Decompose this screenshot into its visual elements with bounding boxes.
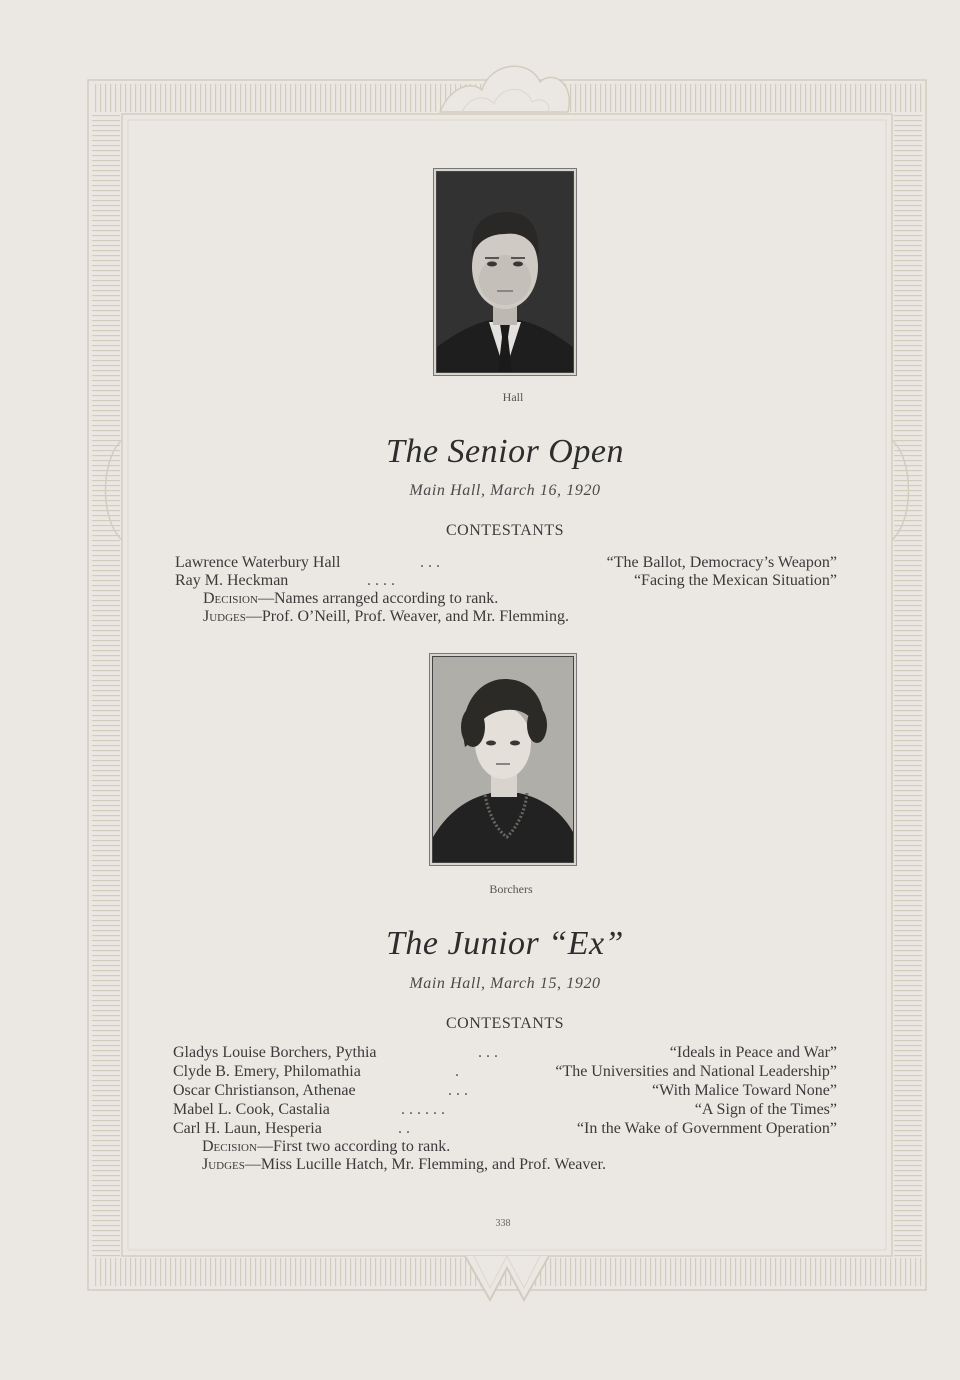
junior-decision [202,1138,450,1156]
contestant-topic: “A Sign of the Times” [694,1101,837,1118]
leader-dots: . . . . . . [401,1101,445,1118]
senior-open-subtitle: Main Hall, March 16, 1920 [409,482,601,499]
contestant-name: Oscar Christianson, Athenae [173,1082,356,1099]
decision-label: Decision [202,1138,257,1155]
contestant-name: Mabel L. Cook, Castalia [173,1101,330,1118]
junior-ex-title: The Junior “Ex” [386,925,624,962]
portrait-woman-image [433,657,573,862]
judges-label: Judges [203,608,246,625]
senior-contestant-row [175,554,837,572]
junior-contestant-row [173,1063,837,1081]
leader-dots: . . . [420,554,440,571]
contestant-name: Gladys Louise Borchers, Pythia [173,1044,377,1061]
portrait-photo-borchers [432,656,574,863]
leader-dots: . . [398,1120,410,1137]
contestant-topic: “The Universities and National Leadership” [555,1063,837,1080]
leader-dots: . . . . [367,572,395,589]
leader-dots: . . . [448,1082,468,1099]
judges-label: Judges [202,1156,245,1173]
leader-dots: . . . [478,1044,498,1061]
decision-label: Decision [203,590,258,607]
junior-contestant-row [173,1044,837,1062]
judges-text: —Miss Lucille Hatch, Mr. Flemming, and Prof. Weaver. [244,1156,606,1173]
photo-caption-borchers: Borchers [489,882,533,896]
contestant-name: Carl H. Laun, Hesperia [173,1120,322,1137]
contestant-name: Lawrence Waterbury Hall [175,554,341,571]
contestant-topic: “Facing the Mexican Situation” [633,572,837,589]
page-number: 338 [495,1218,511,1229]
contestant-name: Clyde B. Emery, Philomathia [173,1063,361,1080]
junior-contestants-heading: CONTESTANTS [446,1015,564,1032]
junior-contestant-row [173,1101,837,1119]
portrait-photo-hall [436,171,574,373]
senior-contestants-heading: CONTESTANTS [446,522,564,539]
photo-caption-hall: Hall [502,390,524,404]
senior-judges [203,608,569,626]
decision-text: —Names arranged according to rank. [257,590,499,607]
junior-ex-subtitle: Main Hall, March 15, 1920 [409,975,601,992]
contestant-name: Ray M. Heckman [175,572,289,589]
contestant-topic: “With Malice Toward None” [652,1082,837,1099]
portrait-man-image [437,172,573,372]
senior-decision [203,590,498,608]
junior-judges [202,1156,606,1174]
senior-open-title: The Senior Open [386,433,624,470]
contestant-topic: “Ideals in Peace and War” [669,1044,837,1061]
contestant-topic: “The Ballot, Democracy’s Weapon” [606,554,837,571]
judges-text: —Prof. O’Neill, Prof. Weaver, and Mr. Flemming. [245,608,569,625]
decision-text: —First two according to rank. [256,1138,451,1155]
senior-contestant-row [175,572,837,590]
junior-contestant-row [173,1120,837,1138]
junior-contestant-row [173,1082,837,1100]
leader-dots: . [455,1063,459,1080]
contestant-topic: “In the Wake of Government Operation” [576,1120,837,1137]
